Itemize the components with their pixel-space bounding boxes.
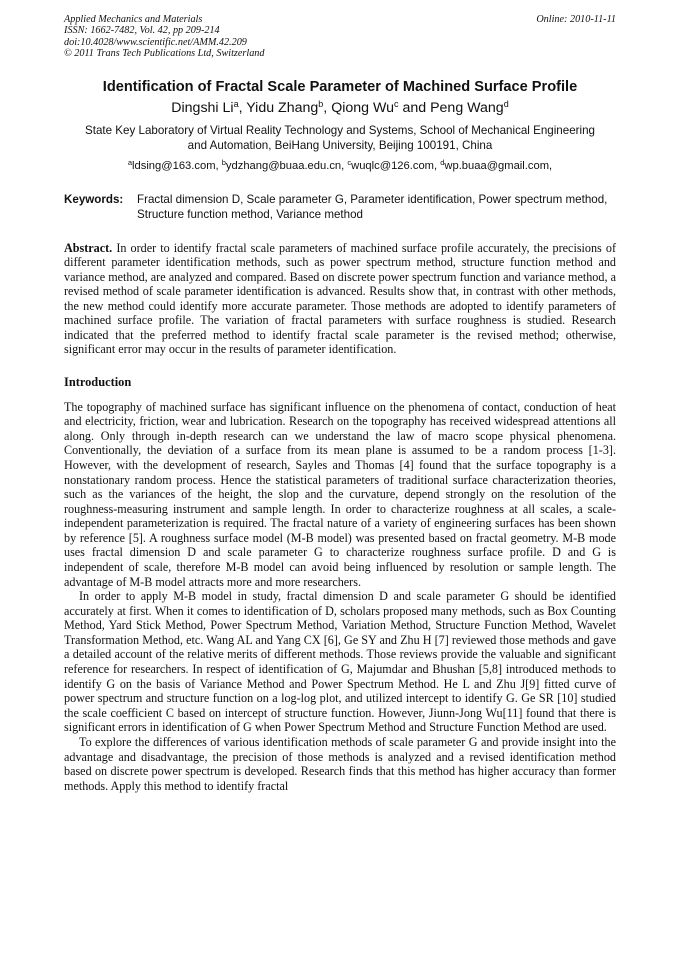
paper-title: Identification of Fractal Scale Parameter of Machined Surface Profile <box>102 78 578 95</box>
body-paragraph: The topography of machined surface has significant influence on the phenomena of contact, conduction of heat and electricity, friction, wear and lubrication. Research on the topography has received widespread attentions all along. Only through in-depth research can we understand the law of macro scope physical phenomena. Conventionally, the deviation of a surface from its mean plane is assumed to be a random process [1-3]. However, with the development of research, Sayles and Thomas [4] found that the surface topography is a nonstationary random process. Hence the statistical parameters of traditional surface characterization theories, such as the variances of the height, the slop and the curvature, depend strongly on the resolution of the roughness-measuring instrument and sample length. In order to characterize roughness at all scales, a scale-independent parameterization is required. The fractal nature of a variety of engineering surfaces has been shown by reference [5]. A roughness surface model (M-B model) was presented based on fractal geometry. M-B mode uses fractal dimension D and scale parameter G to characterize roughness surface profile. D and G is independent of scale, therefore M-B model can avoid being influenced by resolution or sample length. The advantage of M-B model attracts more and more researchers. <box>64 399 616 589</box>
doi-line: doi:10.4028/www.scientific.net/AMM.42.209 <box>64 36 247 48</box>
issn-line: ISSN: 1662-7482, Vol. 42, pp 209-214 <box>64 25 220 37</box>
email-item[interactable]: $^d$wp.buaa@gmail.com, <box>440 157 553 172</box>
affiliation-line: State Key Laboratory of Virtual Reality Technology and Systems, School of Mechanical Engineering <box>85 123 595 137</box>
online-date: Online: 2010-11-11 <box>536 14 616 25</box>
abstract-label: Abstract. <box>64 240 113 255</box>
abstract-text: In order to identify fractal scale parameters of machined surface profile accurately, the precisions of different parameter identification methods, such as power spectrum method, structure function method and variance method, are analyzed and compared. Based on discrete power spectrum function and variance method, a revised method of scale parameter identification is advanced. Results show that, in contrast with other methods, the new method could identify more accurate parameter. Those methods are adopted to identify parameters of machined surface profile. The variation of fractal parameters with surface roughness is studied. Research indicated that the preferred method to identify fractal scale parameter is the revised method; otherwise, significant error may occur in the results of parameter identification. <box>64 240 616 357</box>
author-list <box>64 99 616 117</box>
author: Qiong Wu$^c$ and <box>331 98 431 116</box>
keywords-block <box>64 192 616 222</box>
body-paragraph: To explore the differences of various identification methods of scale parameter G and provide insight into the advantage and disadvantage, the precision of those methods is analyzed and a revised identification method based on discrete power spectrum is developed. Research finds that this method has higher accuracy than former methods. Apply this method to identify fractal <box>64 734 616 793</box>
author: Yidu Zhang$^b$, <box>246 98 332 116</box>
author: Dingshi Li$^a$, <box>171 98 247 116</box>
abstract <box>64 241 616 357</box>
section-heading-introduction: Introduction <box>64 374 132 389</box>
affiliation <box>64 123 616 153</box>
affiliation-line: and Automation, BeiHang University, Beijing 100191, China <box>187 138 493 152</box>
email-item[interactable]: $^b$ydzhang@buaa.edu.cn, <box>221 157 348 172</box>
keywords-label: Keywords: <box>64 192 124 206</box>
email-item[interactable]: $^c$wuqlc@126.com, <box>347 157 441 172</box>
journal-name: Applied Mechanics and Materials <box>64 14 203 25</box>
journal-header <box>64 14 616 60</box>
email-list <box>64 159 616 173</box>
author: Peng Wang$^d$ <box>430 98 509 116</box>
email-item[interactable]: $^a$ldsing@163.com, <box>127 157 222 172</box>
copyright-line: © 2011 Trans Tech Publications Ltd, Switzerland <box>64 48 265 60</box>
body-paragraph: In order to apply M-B model in study, fractal dimension D and scale parameter G should be identified accurately at first. When it comes to identification of D, scholars proposed many methods, such as Box Counting Method, Yard Stick Method, Power Spectrum Method, Variation Method, Structure Function Method, Wavelet Transformation Method, etc. Wang AL and Yang CX [6], Ge SY and Zhu H [7] reviewed those methods and gave a detailed account of the relative merits of different methods. Those reviews provide the valuable and significant reference for researchers. In respect of identification of G, Majumdar and Bhushan [5,8] introduced methods to identify G on the basis of Variance Method and Power Spectrum Method. He L and Zhu J[9] fitted curve of power spectrum and structure function on a log-log plot, and utilized intercept to identify G. Ge SR [10] studied the scale coefficient C based on intercept of structure function. However, Jiunn-Jong Wu[11] found that there is significant errors in identification of G when Power Spectrum Method and Structure Function Method are used. <box>64 589 616 735</box>
keywords-text: Fractal dimension D, Scale parameter G, Parameter identification, Power spectrum method, Structure function method, Variance method <box>137 192 608 221</box>
